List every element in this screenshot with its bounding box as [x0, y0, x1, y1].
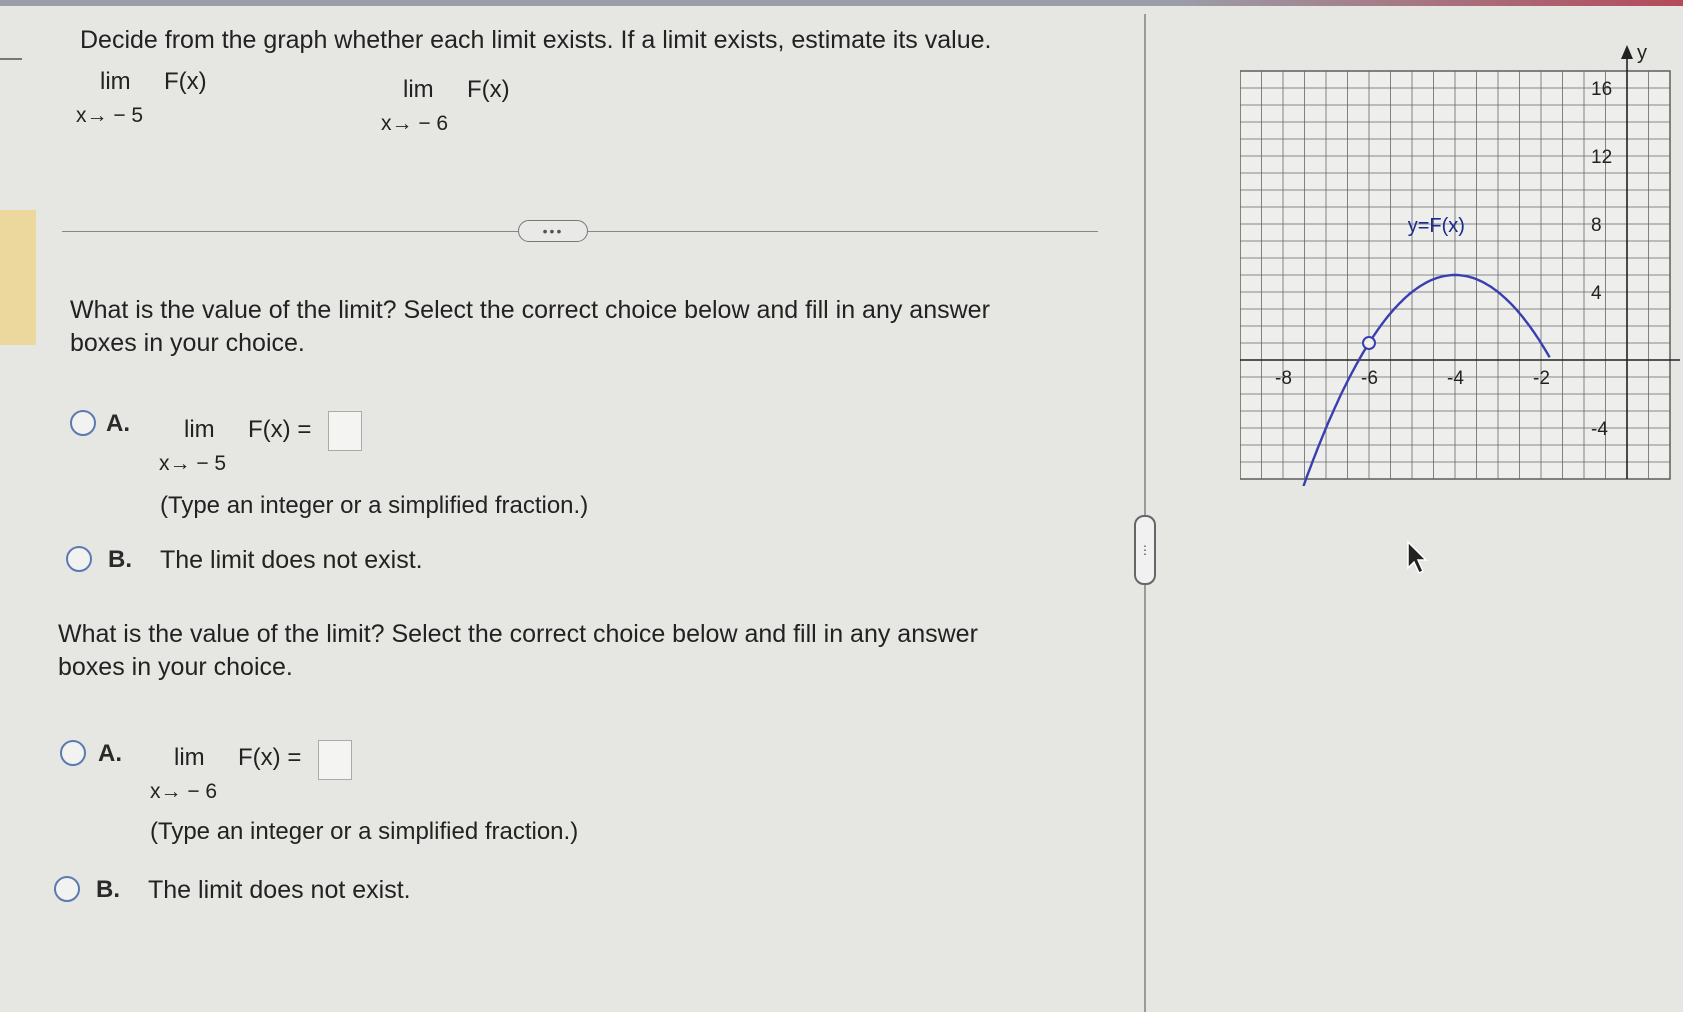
limit-approach: x→ − 5 — [76, 104, 144, 127]
left-edge-mark — [0, 58, 22, 60]
question-1-option-a-radio[interactable] — [70, 410, 96, 436]
limit-expression: F(x) = — [238, 744, 302, 771]
answer-hint: (Type an integer or a simplified fraction.) — [160, 492, 589, 519]
question-2-answer-box[interactable] — [318, 740, 352, 780]
y-tick-label: -4 — [1591, 419, 1608, 440]
question-2-prompt: What is the value of the limit? Select the correct choice below and fill in any answer boxes in your choice. — [58, 620, 978, 681]
option-b-text: The limit does not exist. — [148, 876, 411, 904]
x-tick-label: -4 — [1447, 368, 1464, 389]
limit-approach: x→ − 6 — [150, 780, 218, 803]
answer-hint: (Type an integer or a simplified fraction.) — [150, 818, 579, 845]
x-tick-label: -8 — [1275, 368, 1292, 389]
question-2-option-b-radio[interactable] — [54, 876, 80, 902]
question-2-option-a-radio[interactable] — [60, 740, 86, 766]
question-1-answer-box[interactable] — [328, 411, 362, 451]
limit-approach: x→ − 5 — [159, 452, 227, 475]
option-b-letter: B. — [96, 876, 120, 903]
limit-function: F(x) — [467, 76, 510, 103]
option-a-letter: A. — [106, 410, 130, 437]
lim-word: lim — [184, 416, 215, 443]
limit-approach: x→ − 6 — [381, 112, 449, 135]
lim-word: lim — [100, 68, 131, 95]
option-b-letter: B. — [108, 546, 132, 573]
limit-function: F(x) — [164, 68, 207, 95]
left-side-tab[interactable] — [0, 210, 36, 345]
y-axis-arrow-icon — [1621, 45, 1633, 59]
lim-word: lim — [174, 744, 205, 771]
y-tick-label: 8 — [1591, 215, 1602, 236]
option-b-text: The limit does not exist. — [160, 546, 423, 574]
option-a-letter: A. — [98, 740, 122, 767]
x-tick-label: -2 — [1533, 368, 1550, 389]
y-tick-label: 16 — [1591, 79, 1613, 100]
x-tick-label: -6 — [1361, 368, 1378, 389]
panel-resize-handle[interactable]: ⋮ — [1134, 515, 1156, 585]
y-tick-label: 4 — [1591, 283, 1602, 304]
question-1-option-b-radio[interactable] — [66, 546, 92, 572]
mouse-pointer-icon — [1406, 540, 1430, 576]
expand-more-button[interactable]: ••• — [518, 220, 588, 242]
limit-expression: F(x) = — [248, 416, 312, 443]
y-tick-label: 12 — [1591, 147, 1613, 168]
y-axis-label: y — [1637, 42, 1647, 64]
lim-word: lim — [403, 76, 434, 103]
open-circle-point — [1363, 337, 1375, 349]
function-graph — [1240, 36, 1680, 486]
curve-label: y=F(x) — [1407, 215, 1465, 237]
instructions: Decide from the graph whether each limit exists. If a limit exists, estimate its value. — [80, 26, 992, 54]
question-panel — [36, 6, 1144, 1012]
question-1-prompt: What is the value of the limit? Select the correct choice below and fill in any answer boxes in your choice. — [70, 296, 990, 357]
